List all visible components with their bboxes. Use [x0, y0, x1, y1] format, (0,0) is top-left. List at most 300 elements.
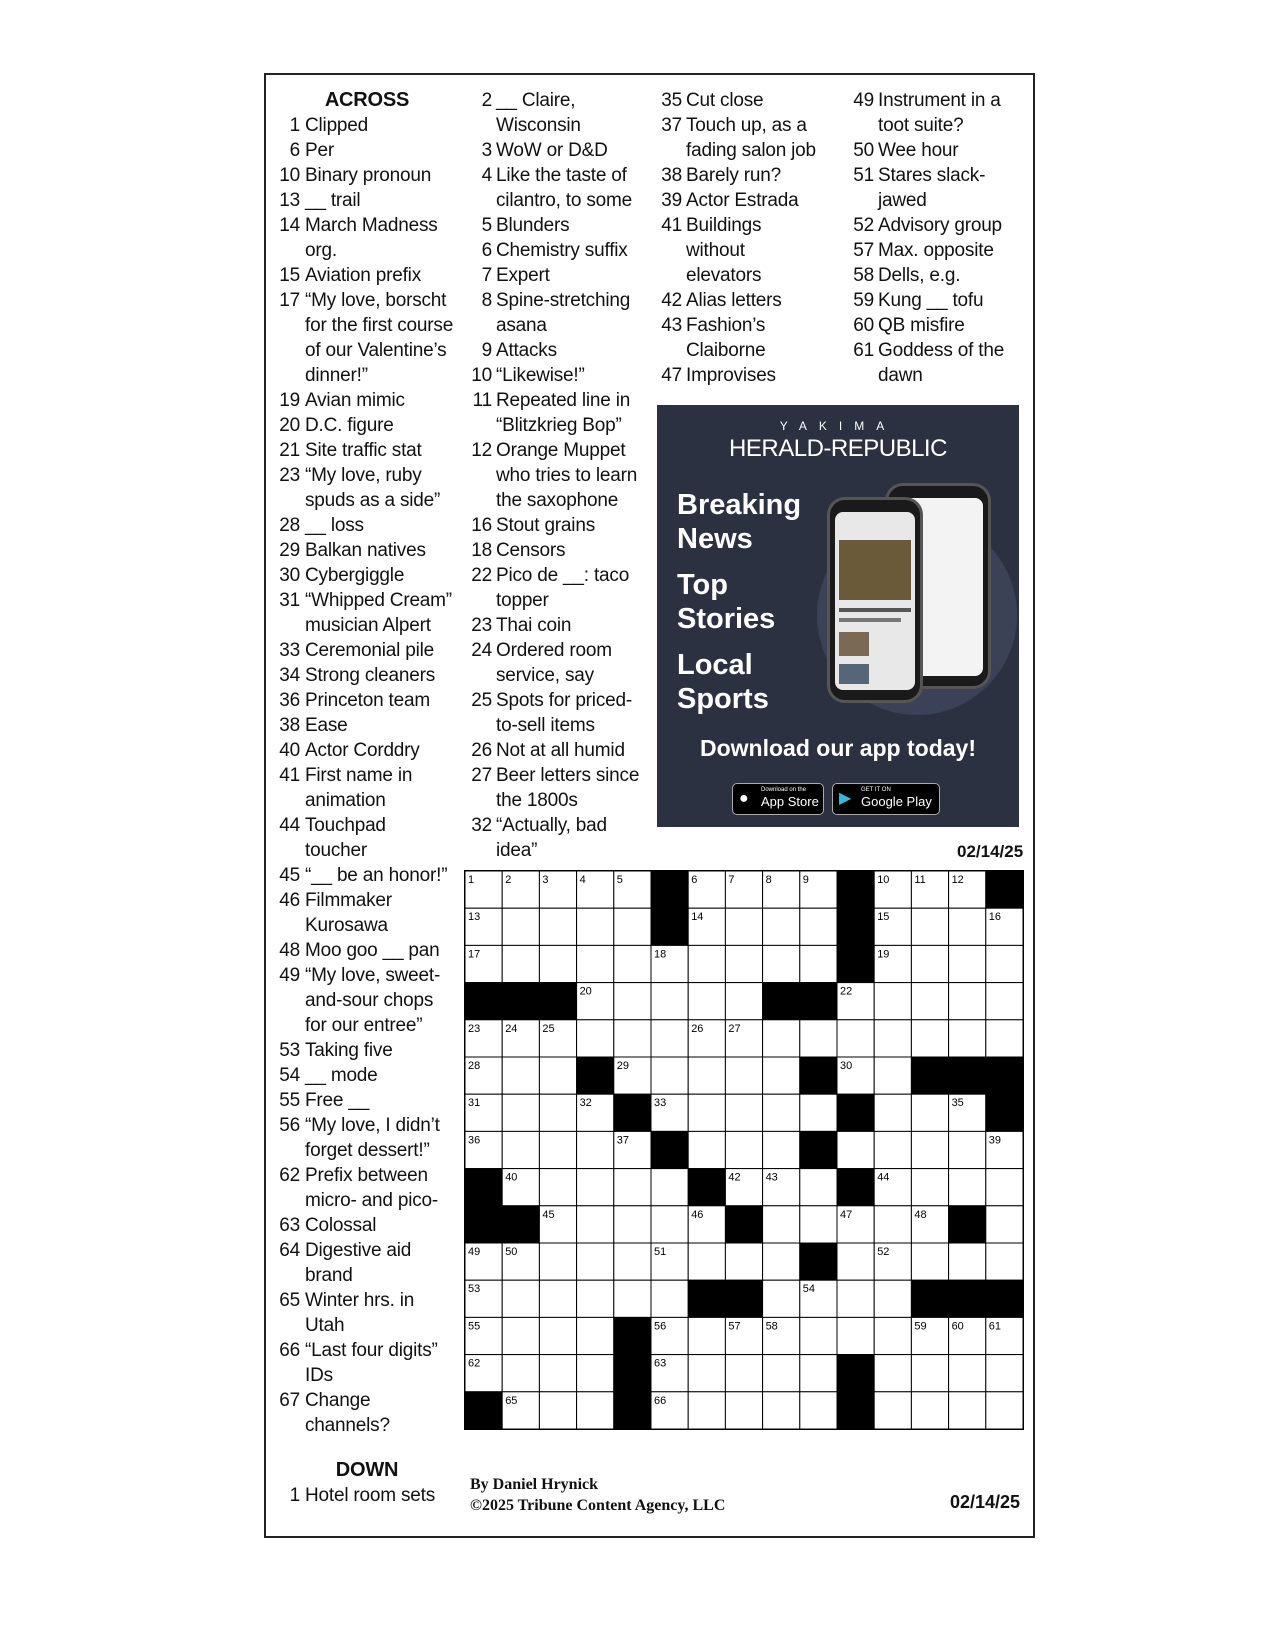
- clue-continuation: [278, 363, 456, 388]
- grid-cell[interactable]: [837, 1317, 874, 1354]
- grid-cell[interactable]: [577, 1317, 614, 1354]
- grid-number: 32: [579, 1097, 592, 1110]
- grid-number: 10: [877, 873, 890, 886]
- grid-number: 16: [988, 911, 1001, 924]
- grid-cell[interactable]: [874, 1206, 911, 1243]
- clue: [470, 438, 648, 463]
- grid-cell[interactable]: [614, 945, 651, 982]
- grid-cell[interactable]: [539, 1094, 576, 1131]
- clue-text: Ceremonial pile: [305, 640, 435, 661]
- clue-continuation: [470, 663, 648, 688]
- clue-text: Ordered room: [496, 640, 612, 661]
- grid-block: [986, 1280, 1023, 1317]
- clue-continuation: [470, 188, 648, 213]
- clue-continuation: [278, 1138, 456, 1163]
- grid-cell[interactable]: [837, 1131, 874, 1168]
- clue: [470, 363, 648, 388]
- grid-block: [502, 983, 539, 1020]
- clue-text: “My love, borscht: [305, 290, 447, 311]
- grid-number: 63: [653, 1357, 667, 1370]
- grid-cell[interactable]: [577, 1206, 614, 1243]
- grid-cell[interactable]: [986, 1392, 1023, 1429]
- clue: [278, 963, 456, 988]
- grid-cell[interactable]: [800, 1020, 837, 1057]
- clue-continuation: [278, 613, 456, 638]
- clue-text: for our entree”: [305, 1015, 423, 1036]
- clue-text: Claiborne: [686, 340, 766, 361]
- clue-continuation: [470, 413, 648, 438]
- clue-number: 57: [853, 240, 874, 261]
- ad-line: Stories: [677, 603, 776, 635]
- grid-cell[interactable]: [911, 945, 948, 982]
- clue: [852, 313, 1027, 338]
- clue-text: Instrument in a: [878, 90, 1001, 111]
- clue-text: __ Claire,: [496, 90, 576, 111]
- clue-continuation: [278, 338, 456, 363]
- grid-cell[interactable]: [539, 1057, 576, 1094]
- grid-cell[interactable]: [763, 1355, 800, 1392]
- clue-text: Colossal: [305, 1215, 377, 1236]
- grid-cell[interactable]: [763, 1131, 800, 1168]
- grid-cell[interactable]: [725, 1057, 762, 1094]
- grid-cell[interactable]: [614, 1169, 651, 1206]
- grid-cell[interactable]: [725, 1131, 762, 1168]
- clue-text: Alias letters: [686, 290, 782, 311]
- clue-number: 53: [279, 1040, 300, 1061]
- grid-number: 64: [839, 1357, 853, 1370]
- clue-number: 39: [661, 190, 682, 211]
- apple-icon: ●: [739, 790, 749, 807]
- clue-continuation: [278, 913, 456, 938]
- grid-cell[interactable]: [874, 1020, 911, 1057]
- clue-text: musician Alpert: [305, 615, 431, 636]
- grid-cell[interactable]: [837, 1020, 874, 1057]
- grid-cell[interactable]: [539, 1131, 576, 1168]
- grid-cell[interactable]: [688, 945, 725, 982]
- grid-cell[interactable]: [949, 1392, 986, 1429]
- clue-text: Barely run?: [686, 165, 781, 186]
- clue-number: 64: [279, 1240, 300, 1261]
- clue-number: 58: [853, 265, 874, 286]
- grid-cell[interactable]: [837, 1243, 874, 1280]
- clue-number: 12: [471, 440, 492, 461]
- clue: [660, 363, 848, 388]
- clue: [278, 163, 456, 188]
- down-heading: DOWN: [335, 1459, 399, 1481]
- grid-cell[interactable]: [763, 945, 800, 982]
- grid-cell[interactable]: [949, 1131, 986, 1168]
- grid-cell[interactable]: [577, 1355, 614, 1392]
- clue: [278, 638, 456, 663]
- grid-block: [614, 1355, 651, 1392]
- clue-text: micro- and pico-: [305, 1190, 439, 1211]
- clue-continuation: [852, 363, 1027, 388]
- grid-cell[interactable]: [874, 1094, 911, 1131]
- grid-cell[interactable]: [577, 1280, 614, 1317]
- clue-text: “Last four digits”: [305, 1340, 438, 1361]
- grid-cell[interactable]: [986, 945, 1023, 982]
- grid-block: [651, 908, 688, 945]
- clue-continuation: [852, 188, 1027, 213]
- grid-cell[interactable]: [539, 945, 576, 982]
- clue-number: 41: [279, 765, 300, 786]
- grid-cell[interactable]: [502, 908, 539, 945]
- clue-continuation: [470, 463, 648, 488]
- grid-number: 18: [653, 948, 667, 961]
- grid-number: 50: [505, 1245, 518, 1258]
- grid-cell[interactable]: [911, 1355, 948, 1392]
- grid-cell[interactable]: [837, 1280, 874, 1317]
- grid-cell[interactable]: [911, 1169, 948, 1206]
- grid-cell[interactable]: [874, 983, 911, 1020]
- grid-block: [800, 983, 837, 1020]
- grid-cell[interactable]: [874, 1131, 911, 1168]
- clue: [278, 888, 456, 913]
- grid-cell[interactable]: [949, 1355, 986, 1392]
- author-credit: By Daniel Hrynick: [470, 1476, 599, 1493]
- clue-number: 10: [471, 365, 492, 386]
- clue: [278, 213, 456, 238]
- clue-text: First name in: [305, 765, 413, 786]
- grid-cell[interactable]: [911, 983, 948, 1020]
- clue-number: 33: [279, 640, 300, 661]
- clue: [470, 563, 648, 588]
- clue-text: Binary pronoun: [305, 165, 432, 186]
- clue-number: 28: [279, 515, 300, 536]
- grid-cell[interactable]: [725, 1355, 762, 1392]
- clue: [852, 138, 1027, 163]
- clue-number: 37: [661, 115, 682, 136]
- grid-number: 46: [691, 1208, 704, 1221]
- clue-number: 59: [853, 290, 874, 311]
- grid-cell[interactable]: [986, 1020, 1023, 1057]
- clue-number: 34: [279, 665, 300, 686]
- grid-cell[interactable]: [502, 1094, 539, 1131]
- grid-block: [725, 1206, 762, 1243]
- grid-number: 49: [467, 1245, 481, 1258]
- grid-block: [614, 1094, 651, 1131]
- grid-cell[interactable]: [800, 908, 837, 945]
- grid-cell[interactable]: [725, 945, 762, 982]
- clue-continuation: [278, 238, 456, 263]
- clue-text: who tries to learn: [496, 465, 638, 486]
- grid-number: 37: [616, 1134, 629, 1147]
- ad-kicker: YAKIMA: [779, 419, 897, 433]
- grid-number: 57: [728, 1320, 741, 1333]
- grid-cell[interactable]: [539, 1243, 576, 1280]
- grid-cell[interactable]: [688, 983, 725, 1020]
- grid-cell[interactable]: [688, 1094, 725, 1131]
- grid-cell[interactable]: [502, 1131, 539, 1168]
- grid-block: [911, 1280, 948, 1317]
- clue-number: 43: [661, 315, 682, 336]
- clue-text: Attacks: [496, 340, 557, 361]
- grid-cell[interactable]: [725, 908, 762, 945]
- grid-cell[interactable]: [502, 945, 539, 982]
- grid-cell[interactable]: [725, 1243, 762, 1280]
- grid-block: [725, 1280, 762, 1317]
- clue-text: topper: [496, 590, 549, 611]
- grid-cell[interactable]: [688, 1057, 725, 1094]
- clue-text: Touchpad: [305, 815, 386, 836]
- grid-cell[interactable]: [911, 1020, 948, 1057]
- grid-cell[interactable]: [874, 1392, 911, 1429]
- clue-text: Taking five: [305, 1040, 393, 1061]
- clue-text: Spine-stretching: [496, 290, 631, 311]
- grid-cell[interactable]: [911, 908, 948, 945]
- grid-cell[interactable]: [651, 1020, 688, 1057]
- grid-cell[interactable]: [651, 1206, 688, 1243]
- grid-number: 34: [839, 1097, 853, 1110]
- clue: [278, 288, 456, 313]
- grid-cell[interactable]: [502, 1355, 539, 1392]
- grid-cell[interactable]: [800, 1169, 837, 1206]
- clue-text: Censors: [496, 540, 566, 561]
- clue-text: Kurosawa: [305, 915, 388, 936]
- grid-number: 1: [467, 873, 475, 886]
- grid-cell[interactable]: [725, 1094, 762, 1131]
- grid-cell[interactable]: [651, 1280, 688, 1317]
- clue-text: Balkan natives: [305, 540, 426, 561]
- grid-cell[interactable]: [539, 908, 576, 945]
- clue-continuation: [470, 588, 648, 613]
- down-column-c: [660, 88, 848, 388]
- grid-cell[interactable]: [763, 1020, 800, 1057]
- clue-text: the 1800s: [496, 790, 578, 811]
- clue-text: “My love, I didn’t: [305, 1115, 440, 1136]
- grid-cell[interactable]: [688, 1392, 725, 1429]
- grid-cell[interactable]: [577, 1169, 614, 1206]
- clue: [278, 1063, 456, 1088]
- clue-text: Wee hour: [878, 140, 959, 161]
- down-clue-list-d: [852, 88, 1027, 388]
- grid-cell[interactable]: [800, 1206, 837, 1243]
- grid-cell[interactable]: [539, 1355, 576, 1392]
- grid-cell[interactable]: [614, 908, 651, 945]
- grid-cell[interactable]: [614, 1280, 651, 1317]
- grid-cell[interactable]: [539, 1317, 576, 1354]
- grid-number: 3: [542, 873, 549, 886]
- clue-text: service, say: [496, 665, 594, 686]
- clue-number: 18: [471, 540, 492, 561]
- down-column-d: [852, 88, 1027, 388]
- clue-text: “Blitzkrieg Bop”: [496, 415, 622, 436]
- grid-cell[interactable]: [614, 1020, 651, 1057]
- clue-number: 23: [279, 465, 300, 486]
- grid-cell[interactable]: [577, 1020, 614, 1057]
- clue-text: Blunders: [496, 215, 570, 236]
- grid-cell[interactable]: [651, 1057, 688, 1094]
- grid-cell[interactable]: [949, 983, 986, 1020]
- down-clue-list-b: [470, 88, 648, 863]
- grid-block: [800, 1057, 837, 1094]
- clue: [470, 388, 648, 413]
- clue-text: Site traffic stat: [305, 440, 422, 461]
- grid-cell[interactable]: [577, 908, 614, 945]
- grid-cell[interactable]: [949, 908, 986, 945]
- clue-text: Princeton team: [305, 690, 430, 711]
- clue-continuation: [470, 788, 648, 813]
- grid-cell[interactable]: [874, 1355, 911, 1392]
- grid-cell[interactable]: [949, 1169, 986, 1206]
- grid-cell[interactable]: [651, 983, 688, 1020]
- grid-cell[interactable]: [911, 1392, 948, 1429]
- grid-cell[interactable]: [614, 1243, 651, 1280]
- grid-number: 47: [839, 1208, 853, 1221]
- clue-continuation: [278, 313, 456, 338]
- clue-continuation: [660, 138, 848, 163]
- grid-cell[interactable]: [763, 908, 800, 945]
- clue-text: Utah: [305, 1315, 345, 1336]
- clue-number: 8: [481, 290, 492, 311]
- clue: [852, 88, 1027, 113]
- clue-text: elevators: [686, 265, 762, 286]
- clue-text: animation: [305, 790, 386, 811]
- app-advertisement[interactable]: [657, 405, 1019, 827]
- clue-continuation: [278, 1413, 456, 1438]
- grid-cell[interactable]: [577, 1392, 614, 1429]
- grid-cell[interactable]: [502, 1057, 539, 1094]
- grid-cell[interactable]: [874, 1317, 911, 1354]
- grid-cell[interactable]: [725, 983, 762, 1020]
- clue-text: Ease: [305, 715, 348, 736]
- grid-cell[interactable]: [949, 1020, 986, 1057]
- grid-cell[interactable]: [651, 1169, 688, 1206]
- grid-cell[interactable]: [949, 945, 986, 982]
- clue-continuation: [278, 988, 456, 1013]
- grid-cell[interactable]: [539, 1169, 576, 1206]
- clue-number: 15: [279, 265, 300, 286]
- grid-number: 67: [839, 1394, 853, 1407]
- grid-cell[interactable]: [539, 1392, 576, 1429]
- ad-line: Sports: [677, 683, 769, 715]
- grid-number: 33: [653, 1097, 667, 1110]
- clue: [278, 263, 456, 288]
- clue: [852, 238, 1027, 263]
- grid-cell[interactable]: [986, 1169, 1023, 1206]
- grid-cell[interactable]: [763, 1094, 800, 1131]
- clue-number: 1: [289, 1485, 300, 1506]
- clue-text: Cut close: [686, 90, 764, 111]
- clue-number: 48: [279, 940, 300, 961]
- grid-cell[interactable]: [874, 1280, 911, 1317]
- grid-cell[interactable]: [911, 1131, 948, 1168]
- clue-text: Stout grains: [496, 515, 595, 536]
- grid-cell[interactable]: [577, 1243, 614, 1280]
- grid-number: 5: [616, 873, 623, 886]
- clue: [660, 288, 848, 313]
- grid-cell[interactable]: [577, 945, 614, 982]
- grid-cell[interactable]: [763, 1057, 800, 1094]
- clue-text: Actor Corddry: [305, 740, 420, 761]
- app-store-button[interactable]: ● Download on the App Store: [732, 783, 824, 815]
- clue-number: 52: [853, 215, 874, 236]
- grid-number: 45: [542, 1208, 555, 1221]
- grid-cell[interactable]: [577, 1131, 614, 1168]
- grid-block: [465, 983, 502, 1020]
- clue-text: QB misfire: [878, 315, 965, 336]
- grid-cell[interactable]: [502, 1280, 539, 1317]
- grid-cell[interactable]: [800, 1317, 837, 1354]
- grid-block: [465, 1392, 502, 1429]
- clue: [470, 213, 648, 238]
- grid-cell[interactable]: [614, 983, 651, 1020]
- grid-cell[interactable]: [986, 1243, 1023, 1280]
- clue: [278, 938, 456, 963]
- clue-continuation: [278, 488, 456, 513]
- clue-text: cilantro, to some: [496, 190, 632, 211]
- grid-cell[interactable]: [688, 1131, 725, 1168]
- clue: [278, 688, 456, 713]
- grid-number: 2: [505, 873, 512, 886]
- clue-text: Filmmaker: [305, 890, 392, 911]
- grid-cell[interactable]: [763, 1243, 800, 1280]
- grid-cell[interactable]: [949, 1243, 986, 1280]
- grid-cell[interactable]: [763, 1392, 800, 1429]
- grid-number: 44: [877, 1171, 890, 1184]
- clue-text: channels?: [305, 1415, 390, 1436]
- grid-cell[interactable]: [688, 1317, 725, 1354]
- grid-block: [614, 1317, 651, 1354]
- clue-number: 49: [853, 90, 874, 111]
- grid-cell[interactable]: [688, 1355, 725, 1392]
- grid-cell[interactable]: [614, 1206, 651, 1243]
- grid-cell[interactable]: [502, 1317, 539, 1354]
- clue: [470, 763, 648, 788]
- grid-cell[interactable]: [911, 1243, 948, 1280]
- clue-text: Actor Estrada: [686, 190, 799, 211]
- grid-block: [837, 945, 874, 982]
- grid-cell[interactable]: [800, 945, 837, 982]
- grid-number: 36: [467, 1134, 481, 1147]
- grid-cell[interactable]: [874, 1057, 911, 1094]
- grid-number: 22: [839, 985, 853, 998]
- clue-text: without: [686, 240, 745, 261]
- grid-block: [837, 871, 874, 908]
- ad-line: Local: [677, 649, 753, 681]
- grid-cell[interactable]: [986, 983, 1023, 1020]
- grid-cell[interactable]: [763, 1206, 800, 1243]
- grid-number: 61: [988, 1320, 1001, 1333]
- clue: [278, 563, 456, 588]
- crossword-grid[interactable]: [464, 870, 1024, 1430]
- grid-cell[interactable]: [986, 1206, 1023, 1243]
- clue-number: 14: [279, 215, 300, 236]
- clue-text: Prefix between: [305, 1165, 428, 1186]
- ad-feature-lines: [677, 488, 801, 716]
- grid-cell[interactable]: [986, 1355, 1023, 1392]
- grid-block: [949, 1206, 986, 1243]
- grid-cell[interactable]: [725, 1392, 762, 1429]
- grid-number: 62: [467, 1357, 481, 1370]
- grid-cell[interactable]: [911, 1094, 948, 1131]
- grid-cell[interactable]: [688, 1243, 725, 1280]
- clue: [660, 213, 848, 238]
- clue-text: “Whipped Cream”: [305, 590, 452, 611]
- grid-cell[interactable]: [763, 1280, 800, 1317]
- grid-cell[interactable]: [539, 1280, 576, 1317]
- google-play-button[interactable]: ▶ GET IT ON Google Play: [832, 783, 940, 815]
- clue-text: Moo goo __ pan: [305, 940, 440, 961]
- clue-text: “Likewise!”: [496, 365, 585, 386]
- grid-number: 55: [467, 1320, 481, 1333]
- grid-cell[interactable]: [800, 1392, 837, 1429]
- grid-cell[interactable]: [800, 1355, 837, 1392]
- clue-text: forget dessert!”: [305, 1140, 430, 1161]
- clue-number: 3: [481, 140, 492, 161]
- clue-number: 20: [279, 415, 300, 436]
- grid-cell[interactable]: [800, 1094, 837, 1131]
